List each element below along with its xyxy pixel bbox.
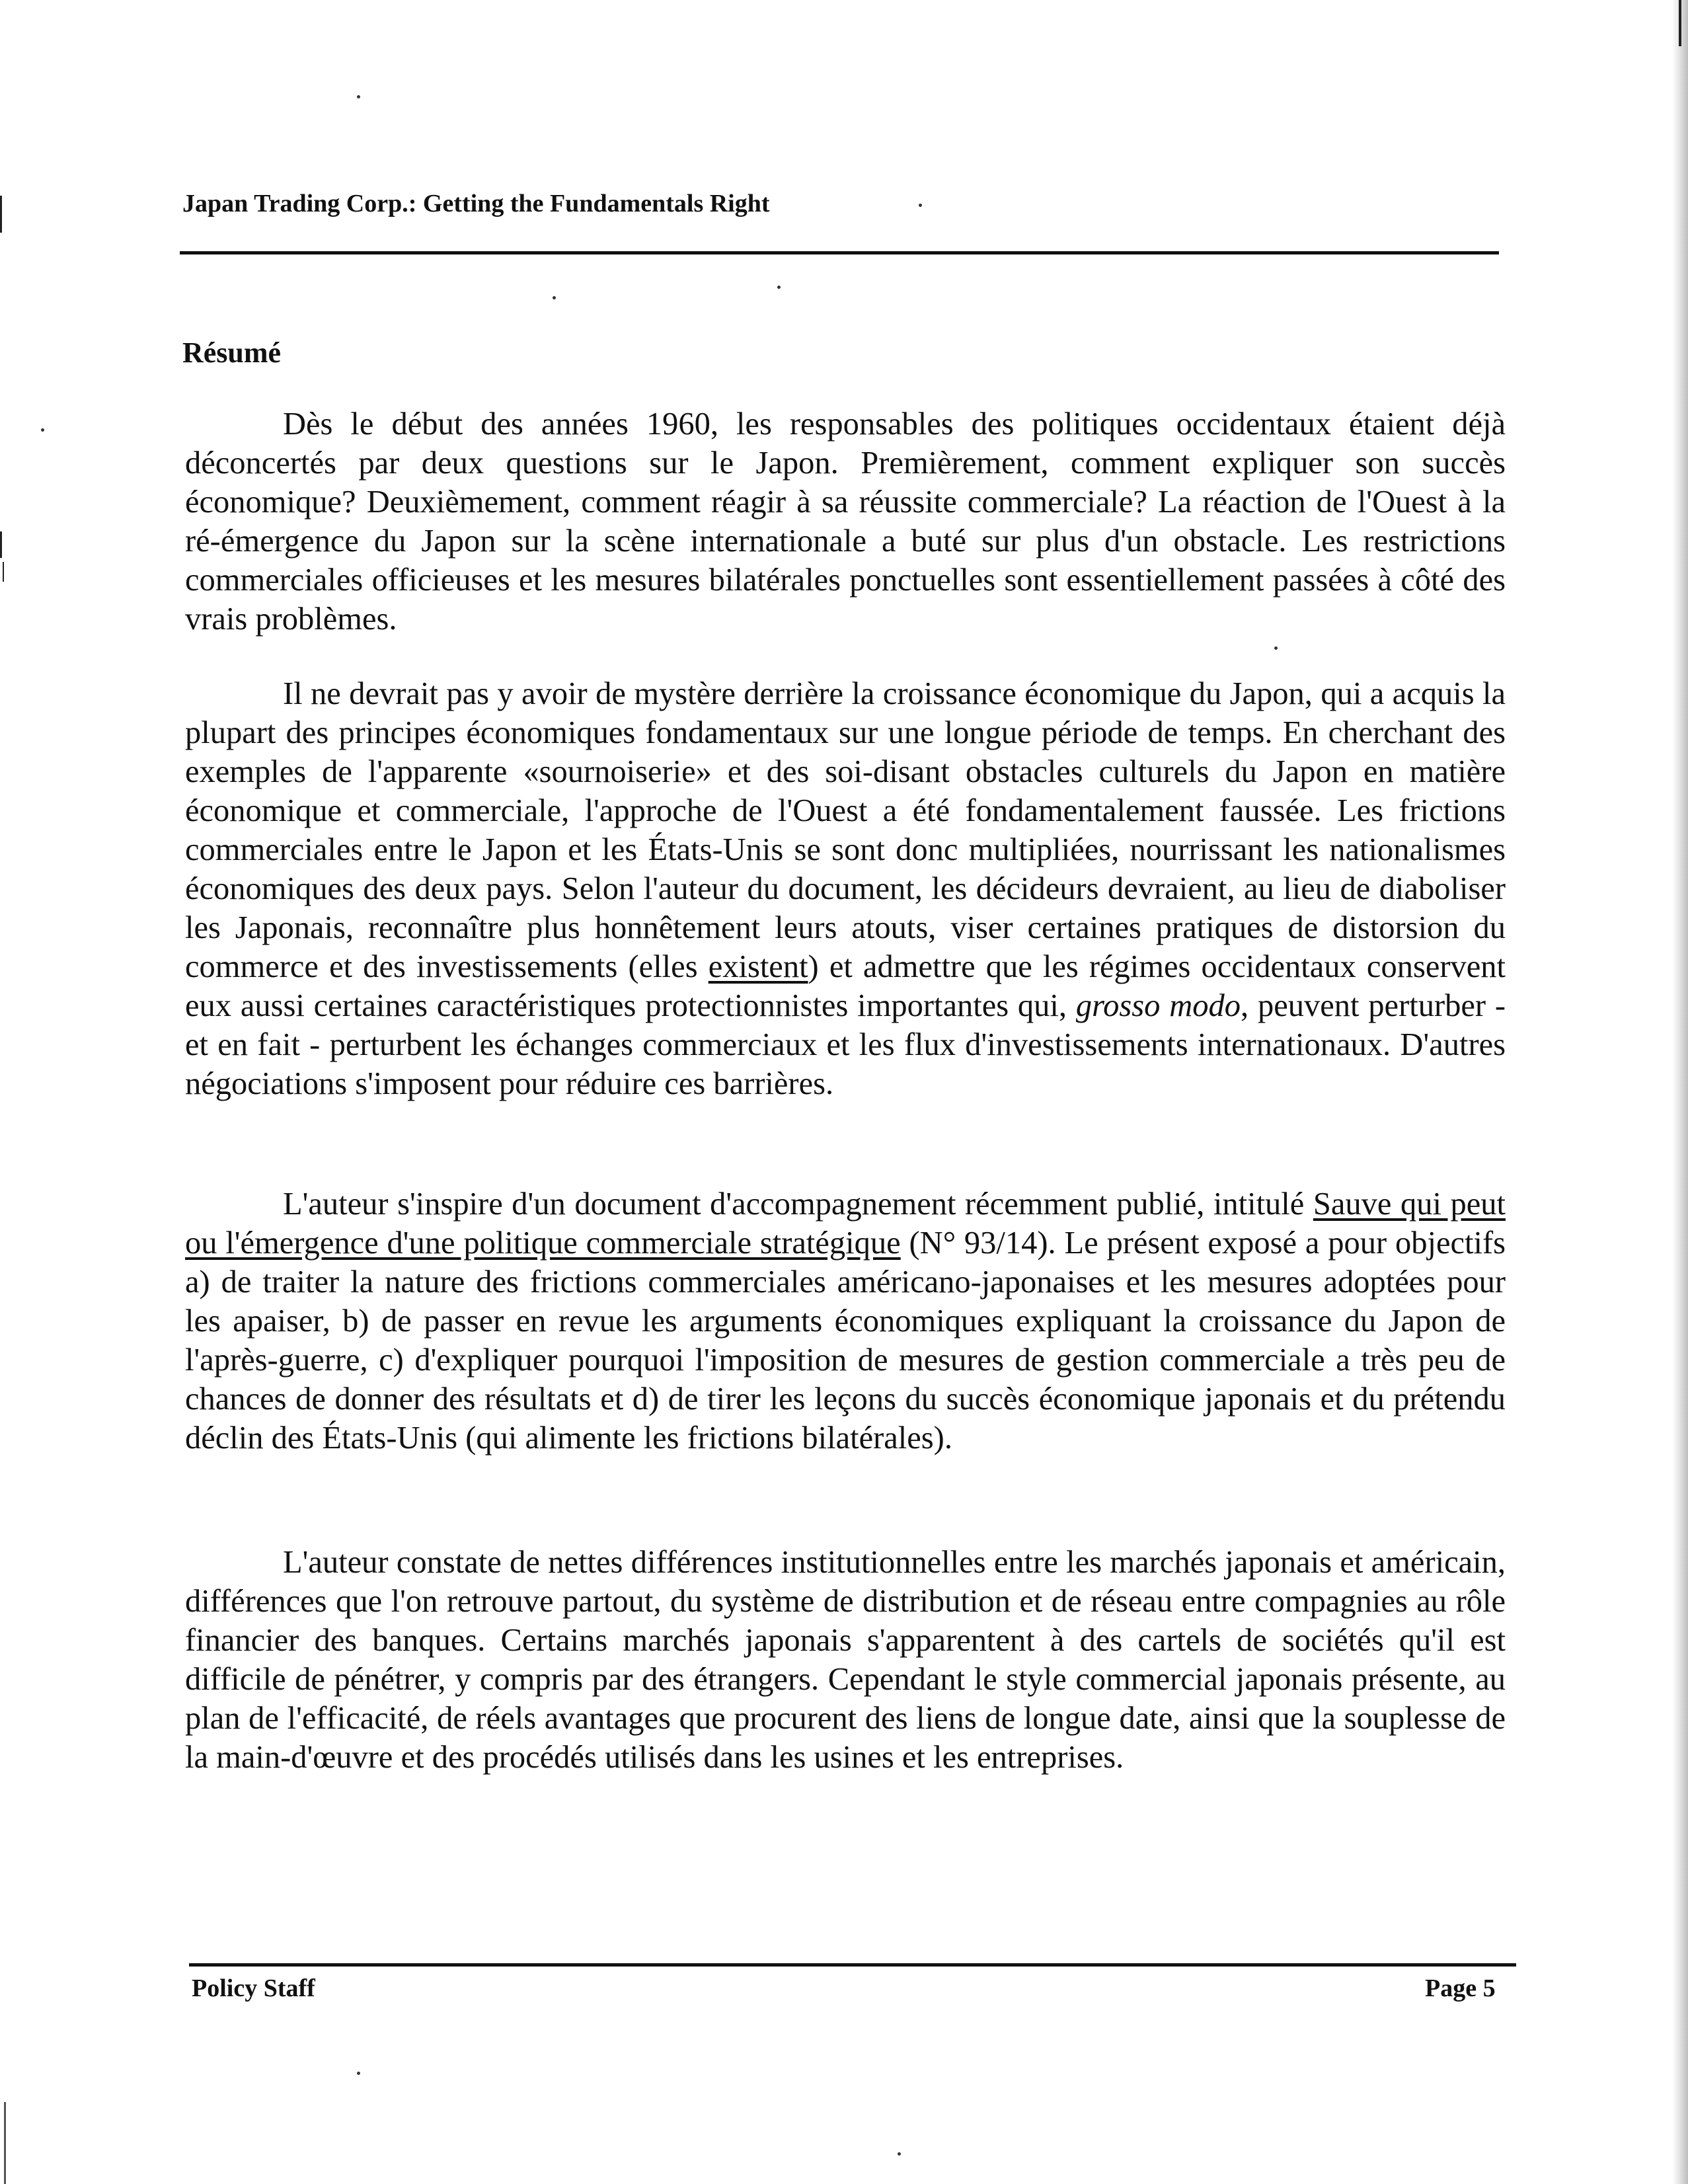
scan-artifact bbox=[4, 2102, 6, 2184]
scan-artifact bbox=[0, 196, 2, 233]
underlined-word: existent bbox=[708, 949, 808, 984]
running-header: Japan Trading Corp.: Getting the Fundamentals Right bbox=[182, 190, 770, 217]
italic-phrase: grosso modo bbox=[1075, 988, 1241, 1023]
page-number: Page 5 bbox=[1425, 1974, 1496, 2002]
scan-artifact bbox=[1679, 0, 1681, 46]
paragraph-4-text: L'auteur constate de nettes différences institutionnelles entre les marchés japonais et américain, différences que l'on retrouve partout, du système de distribution et de réseau entre compagnies au rôle financier des banques. Certains marchés japonais s'apparentent à des cartels de sociétés qu'il est difficile de pénétrer, y compris par des étrangers. Cependant le style commercial japonais présente, au plan de l'efficacité, de réels avantages que procurent des liens de longue date, ainsi que la souplesse de la main-d'œuvre et des procédés utilisés dans les usines et les entreprises. bbox=[185, 1545, 1506, 1775]
paragraph-1-text: Dès le début des années 1960, les responsables des politiques occidentaux étaient déjà déconcertés par deux questions sur le Japon. Premièrement, comment expliquer son succès économique? Deuxièmement, comment réagir à sa réussite commerciale? La réaction de l'Ouest à la ré-émergence du Japon sur la scène internationale a buté sur plus d'un obstacle. Les restrictions commerciales officieuses et les mesures bilatérales ponctuelles sont essentiellement passées à côté des vrais problèmes. bbox=[185, 407, 1506, 637]
scan-speck bbox=[898, 2152, 901, 2156]
scan-speck bbox=[777, 286, 781, 289]
scan-speck bbox=[1274, 646, 1278, 650]
scan-speck bbox=[553, 296, 556, 299]
paragraph-3-text-a: L'auteur s'inspire d'un document d'accompagnement récemment publié, intitulé bbox=[283, 1187, 1313, 1222]
paragraph-2-text-c: , peuvent perturber - et en fait - perturbent les échanges commerciaux et les flux d'investissements internationaux. D'autres négociations s'imposent pour réduire ces barrières. bbox=[185, 988, 1506, 1101]
scan-artifact bbox=[0, 531, 2, 558]
footer-author: Policy Staff bbox=[192, 1974, 315, 2002]
paragraph-2-text-b: ) et admettre que les régimes occidentaux conservent eux aussi certaines caractéristiques protectionnistes importantes qui, bbox=[185, 949, 1506, 1023]
scan-speck bbox=[41, 428, 44, 432]
paragraph-2-text-a: Il ne devrait pas y avoir de mystère derrière la croissance économique du Japon, qui a acquis la plupart des principes économiques fondamentaux sur une longue période de temps. En cherchant des exemples de l'apparente «sournoiserie» et des soi-disant obstacles culturels du Japon en matière économique et commerciale, l'approche de l'Ouest a été fondamentalement faussée. Les frictions commerciales entre le Japon et les États-Unis se sont donc multipliées, nourrissant les nationalismes économiques des deux pays. Selon l'auteur du document, les décideurs devraient, au lieu de diaboliser les Japonais, reconnaître plus honnêtement leurs atouts, viser certaines pratiques de distorsion du commerce et des investissements (elles bbox=[185, 676, 1506, 984]
scan-speck bbox=[357, 95, 360, 98]
paragraph-2 bbox=[185, 674, 1506, 1103]
paragraph-1 bbox=[185, 405, 1506, 639]
scan-artifact bbox=[3, 562, 4, 582]
section-title: Résumé bbox=[182, 336, 282, 369]
paragraph-3 bbox=[185, 1185, 1506, 1458]
footer-rule bbox=[189, 1963, 1516, 1967]
scan-edge bbox=[1672, 0, 1688, 2184]
paragraph-3-text-b: (N° 93/14). Le présent exposé a pour objectifs a) de traiter la nature des frictions commerciales américano-japonaises et les mesures adoptées pour les apaiser, b) de passer en revue les arguments économiques expliquant la croissance du Japon de l'après-guerre, c) d'expliquer pourquoi l'imposition de mesures de gestion commerciale a très peu de chances de donner des résultats et d) de tirer les leçons du succès économique japonais et du prétendu déclin des États-Unis (qui alimente les frictions bilatérales). bbox=[185, 1226, 1506, 1456]
paragraph-4 bbox=[185, 1543, 1506, 1777]
underlined-document-title: Sauve qui peut ou l'émergence d'une politique commerciale stratégique bbox=[185, 1187, 1506, 1261]
header-rule bbox=[180, 251, 1499, 254]
scan-speck bbox=[357, 2072, 360, 2075]
scan-speck bbox=[919, 204, 922, 207]
